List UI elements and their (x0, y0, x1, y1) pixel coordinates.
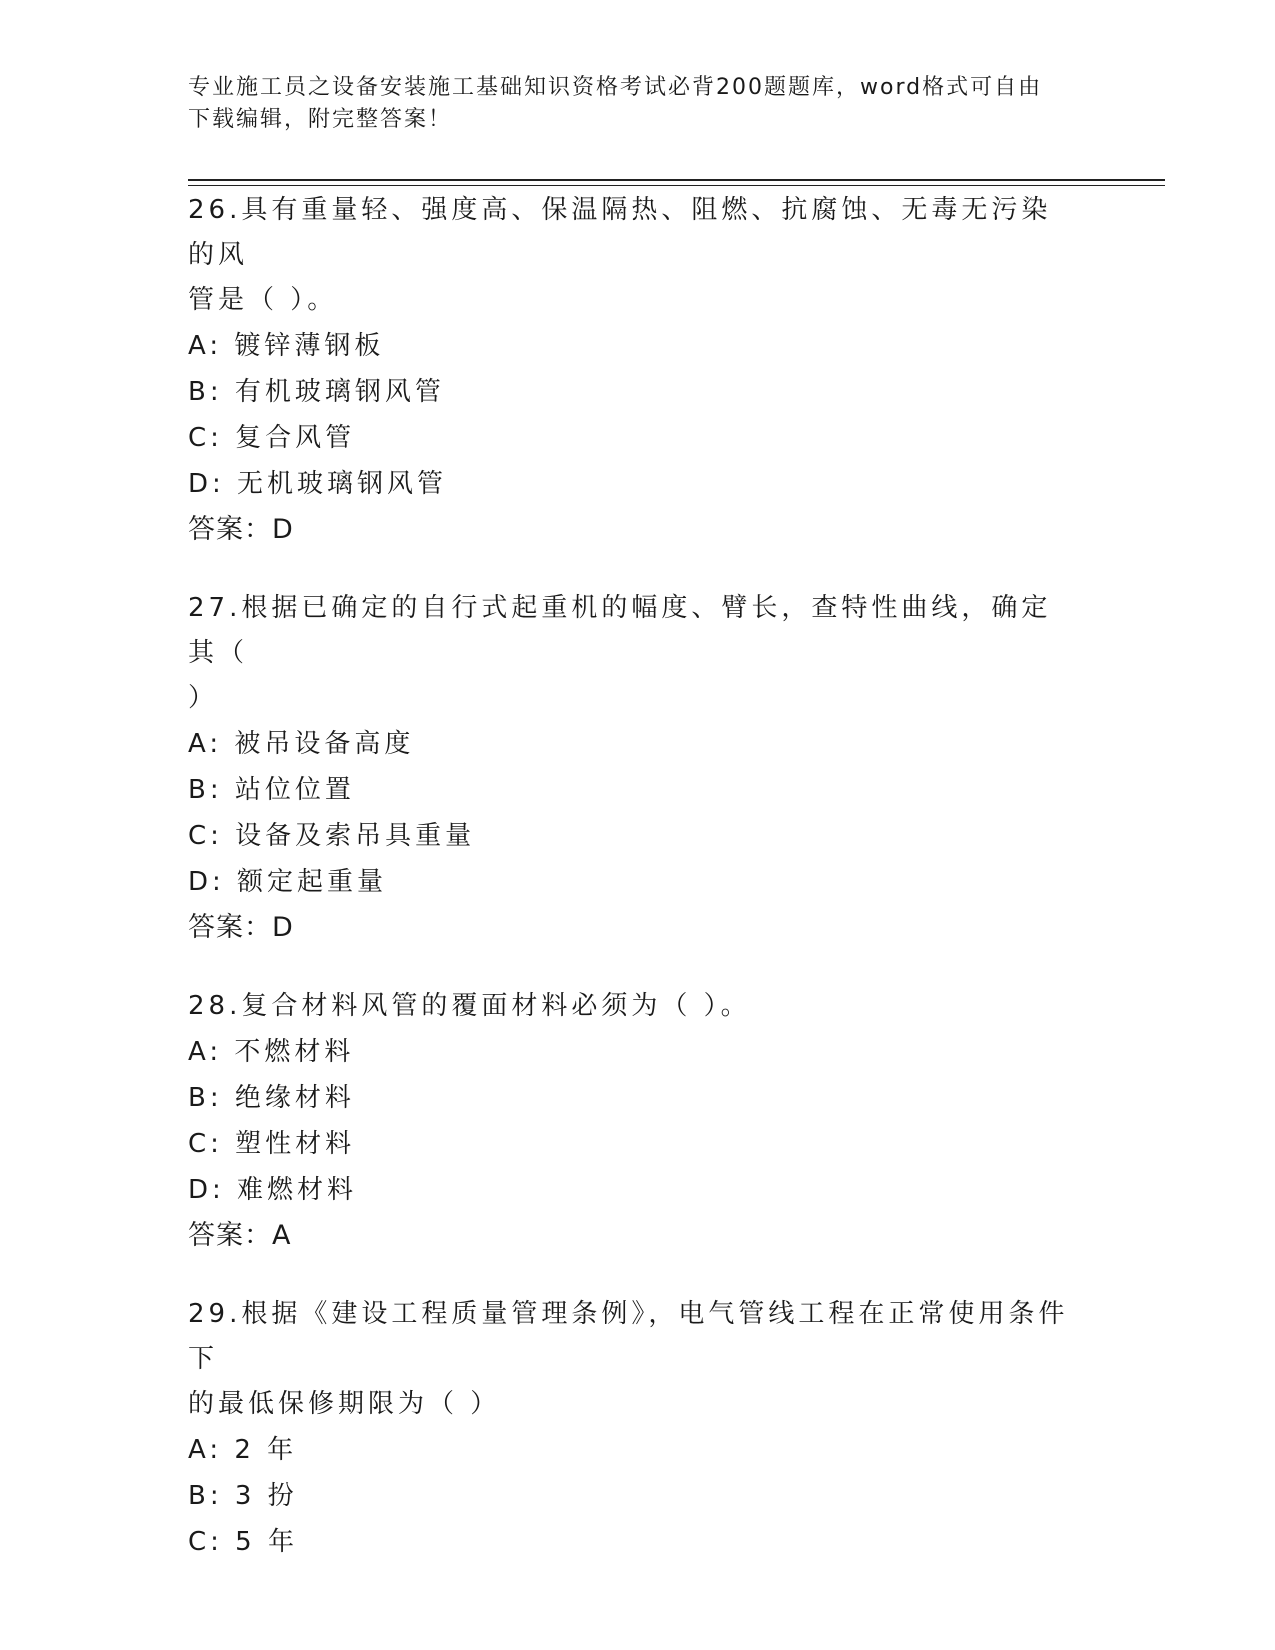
stem-line: 管是（ ）。 (188, 285, 338, 315)
header-rule-thin (188, 185, 1165, 186)
question-27 (188, 586, 1088, 951)
option-a: A: 镀锌薄钢板 (188, 331, 385, 361)
question-29 (188, 1292, 1088, 1565)
header-line-2: 下载编辑，附完整答案！ (188, 107, 453, 132)
option-a: A: 被吊设备高度 (188, 729, 415, 759)
header-rule-thick (188, 179, 1165, 181)
stem-line: 29.根据《建设工程质量管理条例》，电气管线工程在正常使用条件下 (188, 1299, 1069, 1374)
option-b: B: 绝缘材料 (188, 1083, 355, 1113)
question-28 (188, 984, 1088, 1259)
question-26 (188, 188, 1088, 553)
option-b: B: 有机玻璃钢风管 (188, 377, 445, 407)
option-b: B: 3 扮 (188, 1481, 298, 1511)
stem-line: 的最低保修期限为（ ） (188, 1389, 501, 1419)
stem-line: 27.根据已确定的自行式起重机的幅度、臂长，查特性曲线，确定其（ (188, 593, 1052, 668)
option-d: D: 无机玻璃钢风管 (188, 469, 448, 499)
option-c: C: 塑性材料 (188, 1129, 356, 1159)
answer: 答案：D (188, 514, 294, 545)
option-b: B: 站位位置 (188, 775, 355, 805)
question-stem (188, 1292, 1078, 1427)
option-c: C: 设备及索吊具重量 (188, 821, 476, 851)
answer: 答案：A (188, 1220, 292, 1251)
question-list (188, 188, 1088, 1598)
question-stem (188, 586, 1078, 721)
option-c: C: 复合风管 (188, 423, 356, 453)
option-d: D: 额定起重量 (188, 867, 388, 897)
option-d: D: 难燃材料 (188, 1175, 358, 1205)
option-a: A: 2 年 (188, 1435, 298, 1465)
document-header (188, 72, 1068, 136)
option-a: A: 不燃材料 (188, 1037, 355, 1067)
question-stem (188, 984, 1078, 1029)
answer: 答案：D (188, 912, 294, 943)
stem-line: 28.复合材料风管的覆面材料必须为（ ）。 (188, 991, 751, 1021)
option-c: C: 5 年 (188, 1527, 298, 1557)
stem-line: 26.具有重量轻、强度高、保温隔热、阻燃、抗腐蚀、无毒无污染的风 (188, 195, 1052, 270)
header-line-1: 专业施工员之设备安装施工基础知识资格考试必背200题题库，word格式可自由 (188, 75, 1043, 100)
question-stem (188, 188, 1078, 323)
stem-line: ） (188, 683, 219, 713)
